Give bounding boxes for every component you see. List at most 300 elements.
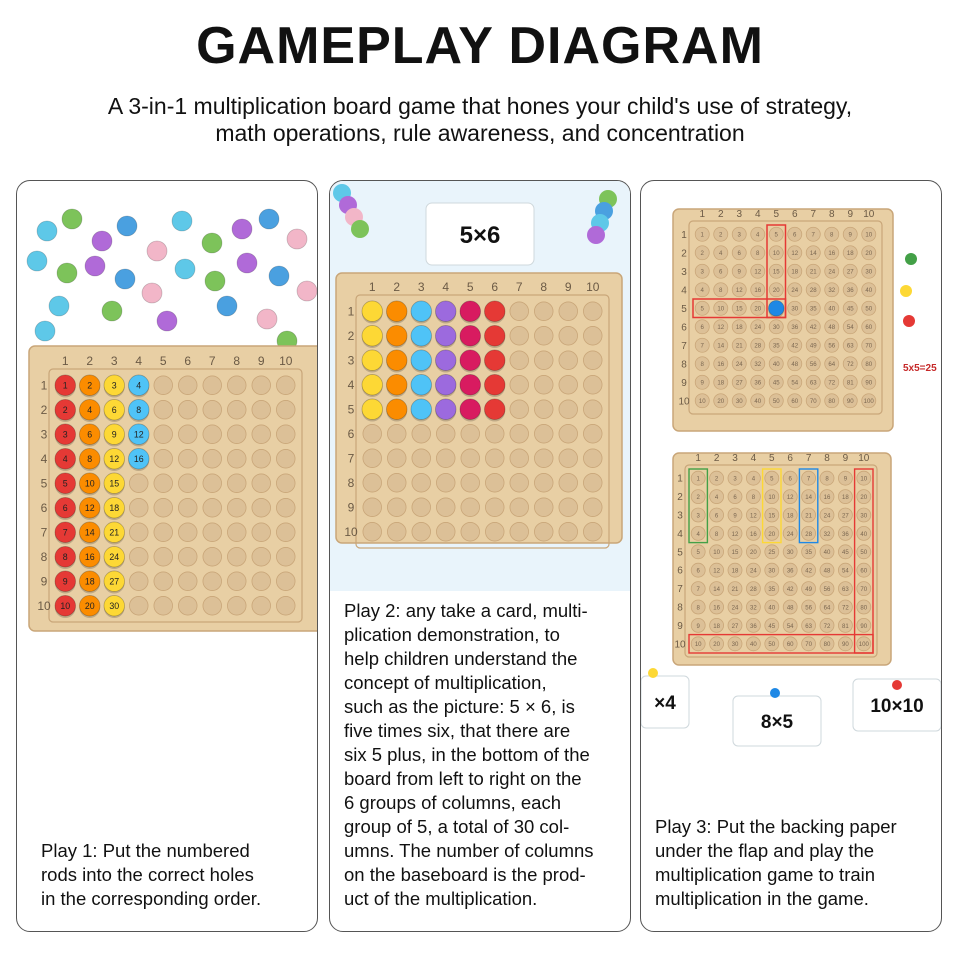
loose-peg <box>175 259 195 279</box>
hole-product: 5 <box>774 231 778 239</box>
column-number: 7 <box>515 280 523 294</box>
column-number: 8 <box>824 453 830 464</box>
panel-play-3 <box>640 180 942 932</box>
play-1-caption <box>41 839 311 911</box>
peg-number: 12 <box>133 429 144 440</box>
board-hole <box>252 376 271 395</box>
board-hole <box>129 498 148 517</box>
column-number: 3 <box>736 209 743 220</box>
caption-line: concept of multiplication, <box>344 672 547 693</box>
board-hole <box>510 522 529 541</box>
hole-product: 21 <box>805 513 812 520</box>
peg-number: 18 <box>84 576 95 587</box>
hole-product: 54 <box>786 623 794 630</box>
peg <box>484 374 505 395</box>
hole-product: 4 <box>756 231 760 239</box>
board-hole <box>203 425 222 444</box>
peg-number: 3 <box>111 380 117 391</box>
caption-line: under the flap and play the <box>655 840 875 861</box>
board-hole <box>583 449 602 468</box>
hole-product: 12 <box>731 531 739 538</box>
hole-product: 16 <box>750 531 757 538</box>
play-1-board <box>29 346 317 631</box>
caption-line: board from left to right on the <box>344 768 582 789</box>
board-hole <box>129 547 148 566</box>
board-hole <box>203 449 222 468</box>
board-hole <box>227 572 246 591</box>
hole-product: 1 <box>696 476 700 483</box>
hole-product: 30 <box>768 568 776 575</box>
column-number: 7 <box>208 354 216 368</box>
caption-line: in the corresponding order. <box>41 888 262 909</box>
hole-product: 6 <box>696 568 700 575</box>
loose-peg <box>37 221 57 241</box>
row-number: 5 <box>681 303 687 315</box>
row-number: 7 <box>347 451 355 466</box>
board-hole <box>485 498 504 517</box>
loose-peg <box>115 269 135 289</box>
row-number: 10 <box>678 396 690 408</box>
peg-number: 5 <box>62 478 68 489</box>
peg-number: 16 <box>84 552 95 563</box>
hole-product: 6 <box>714 513 719 520</box>
card-peg <box>648 668 658 678</box>
board-hole <box>412 424 431 443</box>
board-hole <box>154 376 173 395</box>
board-hole <box>203 547 222 566</box>
column-number: 1 <box>695 453 701 464</box>
row-number: 2 <box>347 328 355 343</box>
board-hole <box>436 449 455 468</box>
board-hole <box>534 498 553 517</box>
hole-product: 64 <box>823 605 831 612</box>
column-number: 5 <box>159 354 167 368</box>
peg <box>362 399 383 420</box>
row-number: 4 <box>681 285 687 297</box>
board-hole <box>510 351 529 370</box>
column-number: 10 <box>858 453 870 464</box>
peg-number: 8 <box>87 454 93 465</box>
hole-product: 25 <box>768 550 776 557</box>
peg-number: 27 <box>109 576 120 587</box>
board-hole <box>461 473 480 492</box>
hole-product: 35 <box>809 305 817 313</box>
hole-product: 24 <box>731 605 739 612</box>
hole-product: 10 <box>713 550 720 557</box>
play-2-board <box>336 273 622 548</box>
hole-product: 50 <box>768 642 776 649</box>
hole-product: 35 <box>805 550 812 557</box>
board-base <box>673 453 891 665</box>
play-3-board-bottom <box>673 453 891 665</box>
column-number: 2 <box>393 280 401 294</box>
row-number: 7 <box>677 584 683 596</box>
caption-line: Play 1: Put the numbered <box>41 840 250 861</box>
hole-product: 30 <box>786 550 794 557</box>
hole-product: 28 <box>805 531 812 538</box>
board-hole <box>178 523 197 542</box>
peg-number: 8 <box>136 405 142 416</box>
board-hole <box>276 498 295 517</box>
multiplication-card <box>641 676 689 728</box>
hole-product: 35 <box>772 342 780 350</box>
row-number: 1 <box>347 304 355 319</box>
column-number: 1 <box>368 280 376 294</box>
hole-product: 8 <box>714 531 719 538</box>
peg-number: 20 <box>84 601 95 612</box>
hole-product: 4 <box>700 287 704 295</box>
loose-peg <box>232 219 252 239</box>
board-hole <box>252 425 271 444</box>
hole-product: 15 <box>735 305 743 313</box>
hole-product: 90 <box>846 398 854 406</box>
column-number: 6 <box>184 354 192 368</box>
peg <box>484 350 505 371</box>
hole-product: 60 <box>786 642 794 649</box>
hole-product: 28 <box>754 342 762 350</box>
hole-product: 20 <box>754 305 762 313</box>
hole-product: 28 <box>750 586 757 593</box>
hole-product: 42 <box>791 342 799 350</box>
hole-product: 7 <box>811 231 815 239</box>
board-hole <box>154 425 173 444</box>
board-hole <box>559 400 578 419</box>
board-hole <box>178 400 197 419</box>
hole-product: 64 <box>828 361 836 369</box>
peg <box>386 399 407 420</box>
board-hole <box>178 596 197 615</box>
hole-product: 90 <box>865 379 873 387</box>
hole-product: 16 <box>828 250 836 258</box>
board-hole <box>227 425 246 444</box>
hole-product: 40 <box>828 305 836 313</box>
column-number: 4 <box>754 209 761 220</box>
board-hole <box>534 302 553 321</box>
board-hole <box>252 547 271 566</box>
row-number: 5 <box>40 476 48 491</box>
peg <box>460 301 481 322</box>
hole-product: 81 <box>846 379 854 387</box>
row-number: 3 <box>347 353 355 368</box>
hole-product: 1 <box>700 231 704 239</box>
play-1-illustration <box>17 181 317 681</box>
hole-product: 6 <box>793 231 797 239</box>
hole-product: 32 <box>823 531 831 538</box>
hole-product: 14 <box>809 250 817 258</box>
peg <box>435 325 456 346</box>
board-hole <box>583 522 602 541</box>
hole-product: 50 <box>865 305 873 313</box>
hole-product: 10 <box>772 250 780 258</box>
row-number: 3 <box>677 510 683 522</box>
board-hole <box>583 326 602 345</box>
row-number: 1 <box>677 473 683 485</box>
loose-peg <box>57 263 77 283</box>
board-hole <box>387 498 406 517</box>
peg <box>386 325 407 346</box>
board-hole <box>252 400 271 419</box>
caption-line: uct of the multiplication. <box>344 888 538 909</box>
loose-peg <box>903 315 915 327</box>
peg-number: 4 <box>136 380 142 391</box>
loose-peg <box>205 271 225 291</box>
hole-product: 81 <box>842 623 849 630</box>
hole-product: 70 <box>805 642 812 649</box>
board-hole <box>363 498 382 517</box>
board-hole <box>510 473 529 492</box>
hole-product: 9 <box>733 513 737 520</box>
hole-product: 8 <box>751 494 756 501</box>
peg-number: 14 <box>84 527 95 538</box>
peg <box>484 325 505 346</box>
board-hole <box>129 572 148 591</box>
row-number: 5 <box>677 547 683 559</box>
peg-number: 6 <box>87 429 93 440</box>
loose-peg <box>157 311 177 331</box>
hole-product: 6 <box>737 250 741 258</box>
board-hole <box>154 572 173 591</box>
hole-product: 4 <box>719 250 723 258</box>
hole-product: 12 <box>713 568 720 575</box>
row-number: 6 <box>347 426 355 441</box>
hole-product: 14 <box>717 342 725 350</box>
hole-product: 30 <box>772 324 780 332</box>
hole-product: 60 <box>860 568 868 575</box>
hole-product: 18 <box>791 268 799 276</box>
board-hole <box>227 474 246 493</box>
hole-product: 32 <box>828 287 836 295</box>
hole-product: 100 <box>863 398 874 406</box>
hole-product: 49 <box>809 342 817 350</box>
caption-line: five times six, that there are <box>344 720 571 741</box>
column-number: 5 <box>773 209 780 220</box>
loose-peg <box>62 209 82 229</box>
peg <box>362 325 383 346</box>
hole-product: 48 <box>828 324 836 332</box>
board-hole <box>252 523 271 542</box>
hole-product: 56 <box>805 605 812 612</box>
row-number: 6 <box>40 500 48 515</box>
column-number: 3 <box>732 453 738 464</box>
hole-product: 80 <box>865 361 873 369</box>
row-number: 9 <box>347 500 355 515</box>
peg-number: 2 <box>62 405 68 416</box>
row-number: 4 <box>677 528 683 540</box>
board-hole <box>129 474 148 493</box>
column-number: 5 <box>769 453 775 464</box>
hole-product: 16 <box>717 361 725 369</box>
hole-product: 24 <box>791 287 799 295</box>
hole-product: 8 <box>719 287 723 295</box>
page-title: GAMEPLAY DIAGRAM <box>196 17 764 75</box>
loose-peg <box>49 296 69 316</box>
board-hole <box>510 400 529 419</box>
hole-product: 70 <box>809 398 817 406</box>
column-number: 4 <box>135 354 143 368</box>
row-number: 8 <box>681 359 687 371</box>
board-hole <box>461 449 480 468</box>
board-hole <box>252 572 271 591</box>
hole-product: 18 <box>846 250 854 258</box>
board-hole <box>436 522 455 541</box>
hole-product: 20 <box>713 642 720 649</box>
board-hole <box>510 326 529 345</box>
hole-product: 24 <box>750 568 757 575</box>
hole-product: 56 <box>809 361 817 369</box>
hole-product: 21 <box>735 342 743 350</box>
hole-product: 9 <box>700 379 704 387</box>
board-hole <box>485 424 504 443</box>
hole-product: 32 <box>754 361 762 369</box>
column-number: 9 <box>564 280 572 294</box>
board-hole <box>276 547 295 566</box>
hole-product: 15 <box>768 513 776 520</box>
hole-product: 2 <box>696 494 700 501</box>
board-hole <box>510 449 529 468</box>
peg-number: 10 <box>60 601 71 612</box>
peg <box>435 374 456 395</box>
board-hole <box>154 523 173 542</box>
caption-line: plication demonstration, to <box>344 624 560 645</box>
column-number: 6 <box>791 209 798 220</box>
hole-product: 100 <box>858 642 869 649</box>
hole-product: 48 <box>786 605 794 612</box>
play-3-board-top <box>673 209 893 431</box>
hole-product: 30 <box>735 398 743 406</box>
hole-product: 12 <box>791 250 799 258</box>
board-hole <box>510 375 529 394</box>
hole-product: 12 <box>735 287 743 295</box>
peg <box>362 301 383 322</box>
card-text: 8×5 <box>760 712 794 733</box>
hole-product: 54 <box>842 568 849 575</box>
multiplication-card <box>733 696 821 746</box>
peg-number: 16 <box>133 454 144 465</box>
row-number: 10 <box>37 598 51 613</box>
board-hole <box>559 326 578 345</box>
card-text: 5×6 <box>459 222 501 249</box>
hole-product: 27 <box>735 379 743 387</box>
board-hole <box>178 547 197 566</box>
hole-product: 10 <box>768 494 776 501</box>
hole-product: 5 <box>700 305 704 313</box>
hole-product: 10 <box>717 305 725 313</box>
hole-product: 12 <box>750 513 757 520</box>
board-hole <box>583 424 602 443</box>
hole-product: 24 <box>786 531 794 538</box>
hole-product: 9 <box>737 268 741 276</box>
row-number: 2 <box>677 492 683 504</box>
hole-product: 36 <box>846 287 854 295</box>
peg-number: 12 <box>109 454 120 465</box>
hole-product: 9 <box>843 476 848 483</box>
hole-product: 3 <box>696 513 700 520</box>
peg-number: 1 <box>62 380 68 391</box>
loose-peg <box>202 233 222 253</box>
hole-product: 40 <box>865 287 873 295</box>
board-hole <box>178 376 197 395</box>
loose-peg <box>142 283 162 303</box>
board-hole <box>154 449 173 468</box>
caption-line: Play 3: Put the backing paper <box>655 816 897 837</box>
hole-product: 18 <box>735 324 743 332</box>
loose-peg <box>237 253 257 273</box>
hole-product: 16 <box>823 494 831 501</box>
peg-number: 6 <box>111 405 117 416</box>
hole-product: 16 <box>713 605 720 612</box>
hole-product: 6 <box>700 324 704 332</box>
board-hole <box>559 302 578 321</box>
column-number: 8 <box>540 280 548 294</box>
column-number: 6 <box>491 280 499 294</box>
loose-peg <box>172 211 192 231</box>
row-number: 1 <box>681 229 687 241</box>
hole-product: 45 <box>768 623 776 630</box>
hole-product: 70 <box>860 586 868 593</box>
peg <box>460 399 481 420</box>
row-number: 7 <box>681 340 687 352</box>
hole-product: 18 <box>717 379 725 387</box>
loose-peg <box>900 285 912 297</box>
board-hole <box>534 326 553 345</box>
hole-product: 45 <box>842 550 849 557</box>
peg-number: 9 <box>62 576 68 587</box>
board-hole <box>461 498 480 517</box>
board-hole <box>154 547 173 566</box>
row-number: 3 <box>40 427 48 442</box>
loose-peg <box>287 229 307 249</box>
board-hole <box>178 498 197 517</box>
board-hole <box>178 425 197 444</box>
hole-product: 36 <box>750 623 757 630</box>
hole-product: 4 <box>714 494 719 501</box>
hole-product: 15 <box>772 268 780 276</box>
card-peg <box>770 688 780 698</box>
board-hole <box>412 473 431 492</box>
board-hole <box>276 596 295 615</box>
column-number: 4 <box>750 453 757 464</box>
board-hole <box>252 474 271 493</box>
hole-product: 72 <box>828 379 836 387</box>
caption-line: six 5 plus, in the bottom of the <box>344 744 590 765</box>
board-hole <box>154 596 173 615</box>
panel-play-1 <box>16 180 318 932</box>
hole-product: 12 <box>717 324 725 332</box>
hole-product: 63 <box>809 379 817 387</box>
hole-product: 54 <box>846 324 854 332</box>
board-hole <box>559 351 578 370</box>
board-hole <box>227 400 246 419</box>
peg <box>484 301 505 322</box>
column-number: 7 <box>805 453 812 464</box>
row-number: 7 <box>40 525 48 540</box>
board-hole <box>510 424 529 443</box>
board-hole <box>203 474 222 493</box>
board-hole <box>412 522 431 541</box>
hole-product: 72 <box>842 605 849 612</box>
board-hole <box>227 449 246 468</box>
board-hole <box>276 523 295 542</box>
hole-product: 10 <box>865 231 873 239</box>
caption-line: multiplication in the game. <box>655 888 869 909</box>
hole-product: 80 <box>828 398 836 406</box>
multiplication-card <box>426 203 534 265</box>
row-number: 5 <box>347 402 355 417</box>
hole-product: 4 <box>751 476 756 483</box>
card-text: ×4 <box>654 693 676 714</box>
board-hole <box>583 351 602 370</box>
board-hole <box>436 473 455 492</box>
